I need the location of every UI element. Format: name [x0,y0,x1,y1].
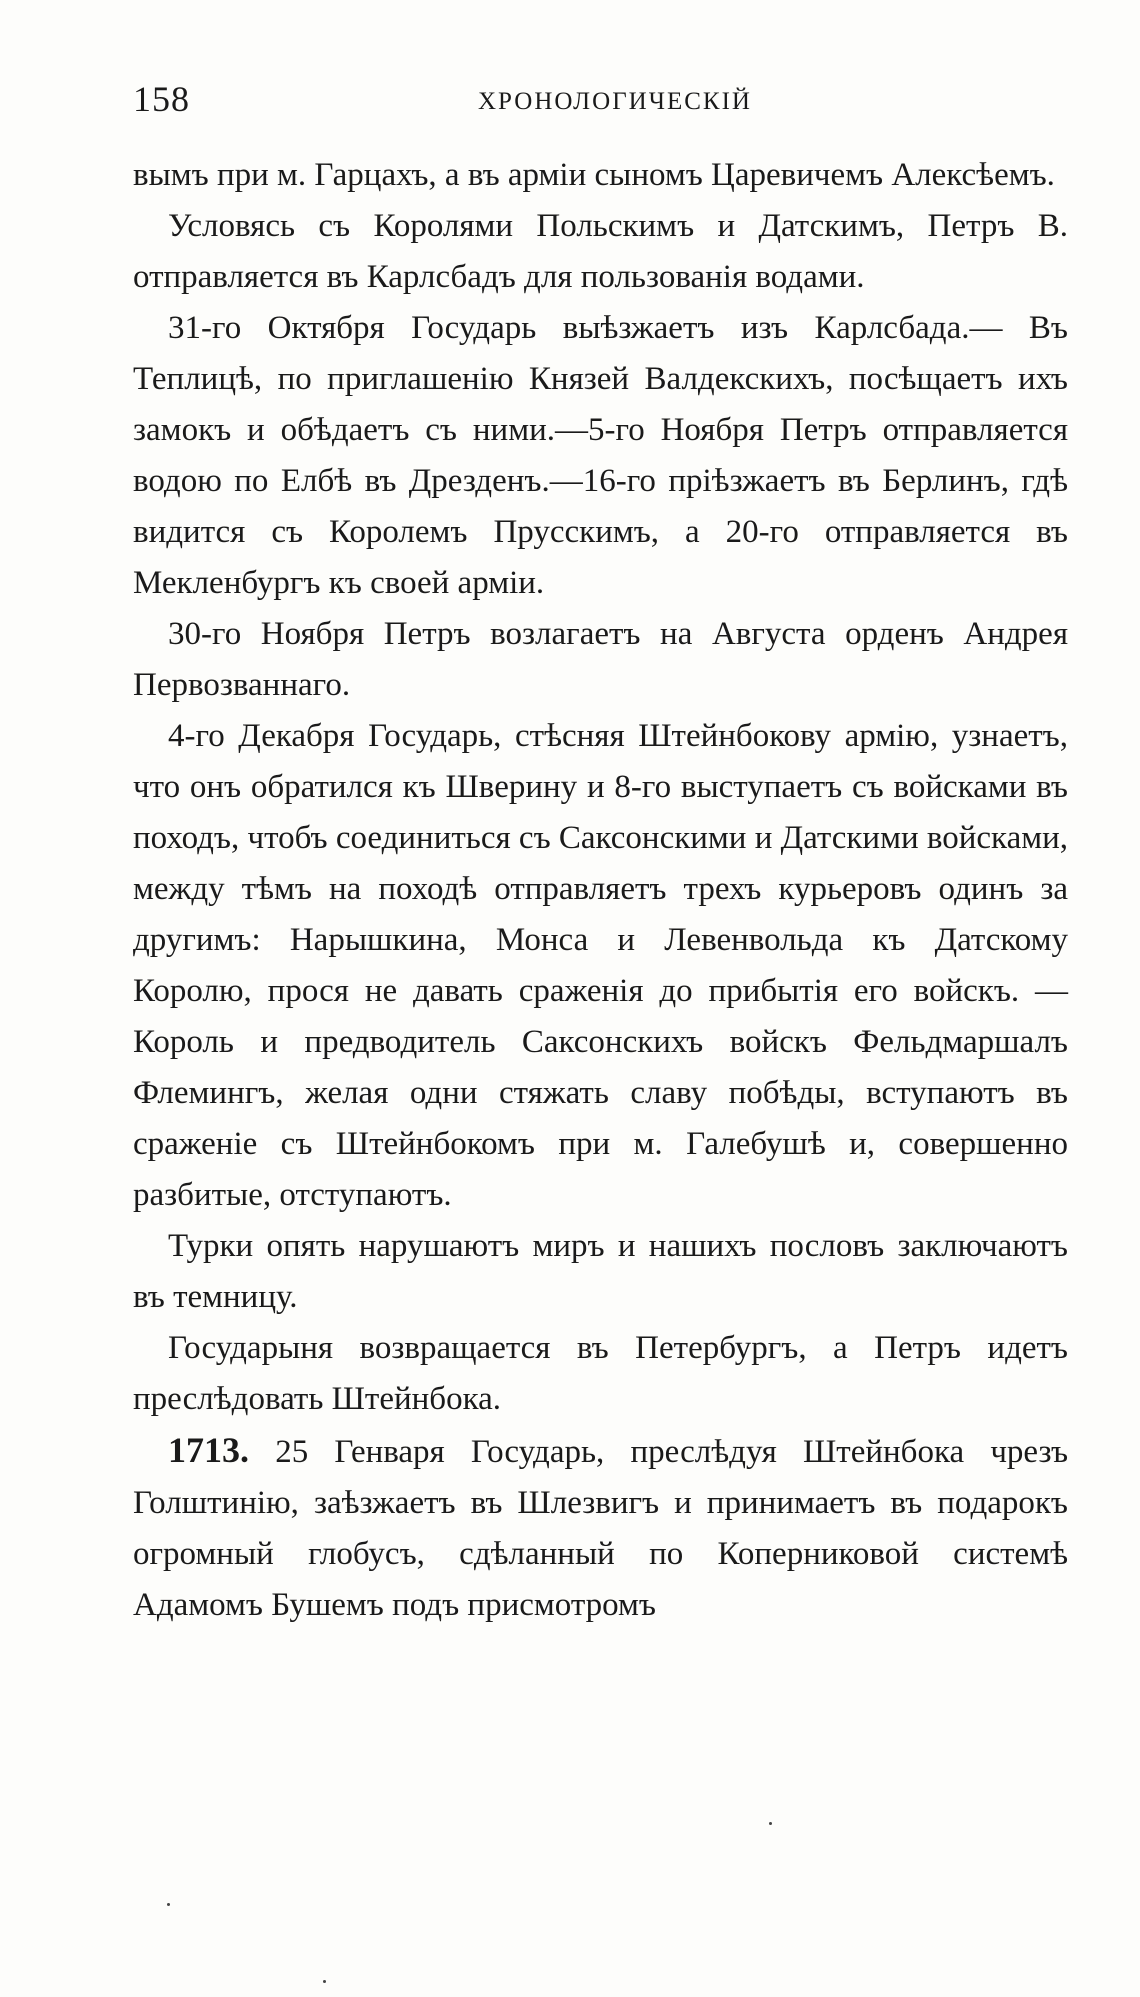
paragraph: Турки опять нарушаютъ миръ и нашихъ пословъ заключаютъ въ темницу. [133,1228,1068,1315]
paragraph: 30-го Ноября Петръ возлагаетъ на Августа орденъ Андрея Первозваннаго. [133,616,1068,703]
year-heading: 1713. [168,1430,249,1470]
paper-speck [769,1822,772,1825]
paper-speck [323,1980,326,1983]
page-number: 158 [133,79,190,119]
paragraph-text: 25 Генваря Государь, преслѣдуя Штейнбока чрезъ Голштинію, заѣзжаетъ въ Шлезвигъ и принимаетъ въ подарокъ огромный глобусъ, сдѣланный по Коперниковой системѣ Адамомъ Бушемъ подъ присмотромъ [133,1434,1069,1623]
paper-speck [167,1903,170,1906]
body-text [133,150,1068,1631]
page-header [133,78,1068,128]
paragraph: Условясь съ Королями Польскимъ и Датскимъ, Петръ В. отправляется въ Карлсбадъ для пользованія водами. [133,208,1068,295]
paragraph-continuation: вымъ при м. Гарцахъ, а въ арміи сыномъ Царевичемъ Алексѣемъ. [133,157,1055,193]
paragraph-year-entry [133,1425,1068,1631]
paragraph: 31-го Октября Государь выѣзжаетъ изъ Карлсбада.— Въ Теплицѣ, по приглашенію Князей Валдекскихъ, посѣщаетъ ихъ замокъ и обѣдаетъ съ ними.—5-го Ноября Петръ отправляется водою по Елбѣ въ Дрезденъ.—16-го пріѣзжаетъ въ Берлинъ, гдѣ видится съ Королемъ Прусскимъ, а 20-го отправляется въ Мекленбургъ къ своей арміи. [133,310,1068,601]
running-title: ХРОНОЛОГИЧЕСКІЙ [478,88,752,115]
paragraph: Государыня возвращается въ Петербургъ, а Петръ идетъ преслѣдовать Штейнбока. [133,1330,1068,1417]
paragraph: 4-го Декабря Государь, стѣсняя Штейнбокову армію, узнаетъ, что онъ обратился къ Шверину и 8-го выступаетъ съ войсками въ походъ, чтобъ соединиться съ Саксонскими и Датскими войсками, между тѣмъ на походѣ отправляетъ трехъ курьеровъ одинъ за другимъ: Нарышкина, Монса и Левенвольда къ Датскому Королю, прося не давать сраженія до прибытія его войскъ. — Король и предводитель Саксонскихъ войскъ Фельдмаршалъ Флемингъ, желая одни стяжать славу побѣды, вступаютъ въ сраженіе съ Штейнбокомъ при м. Галебушѣ и, совершенно разбитые, отступаютъ. [133,718,1069,1213]
